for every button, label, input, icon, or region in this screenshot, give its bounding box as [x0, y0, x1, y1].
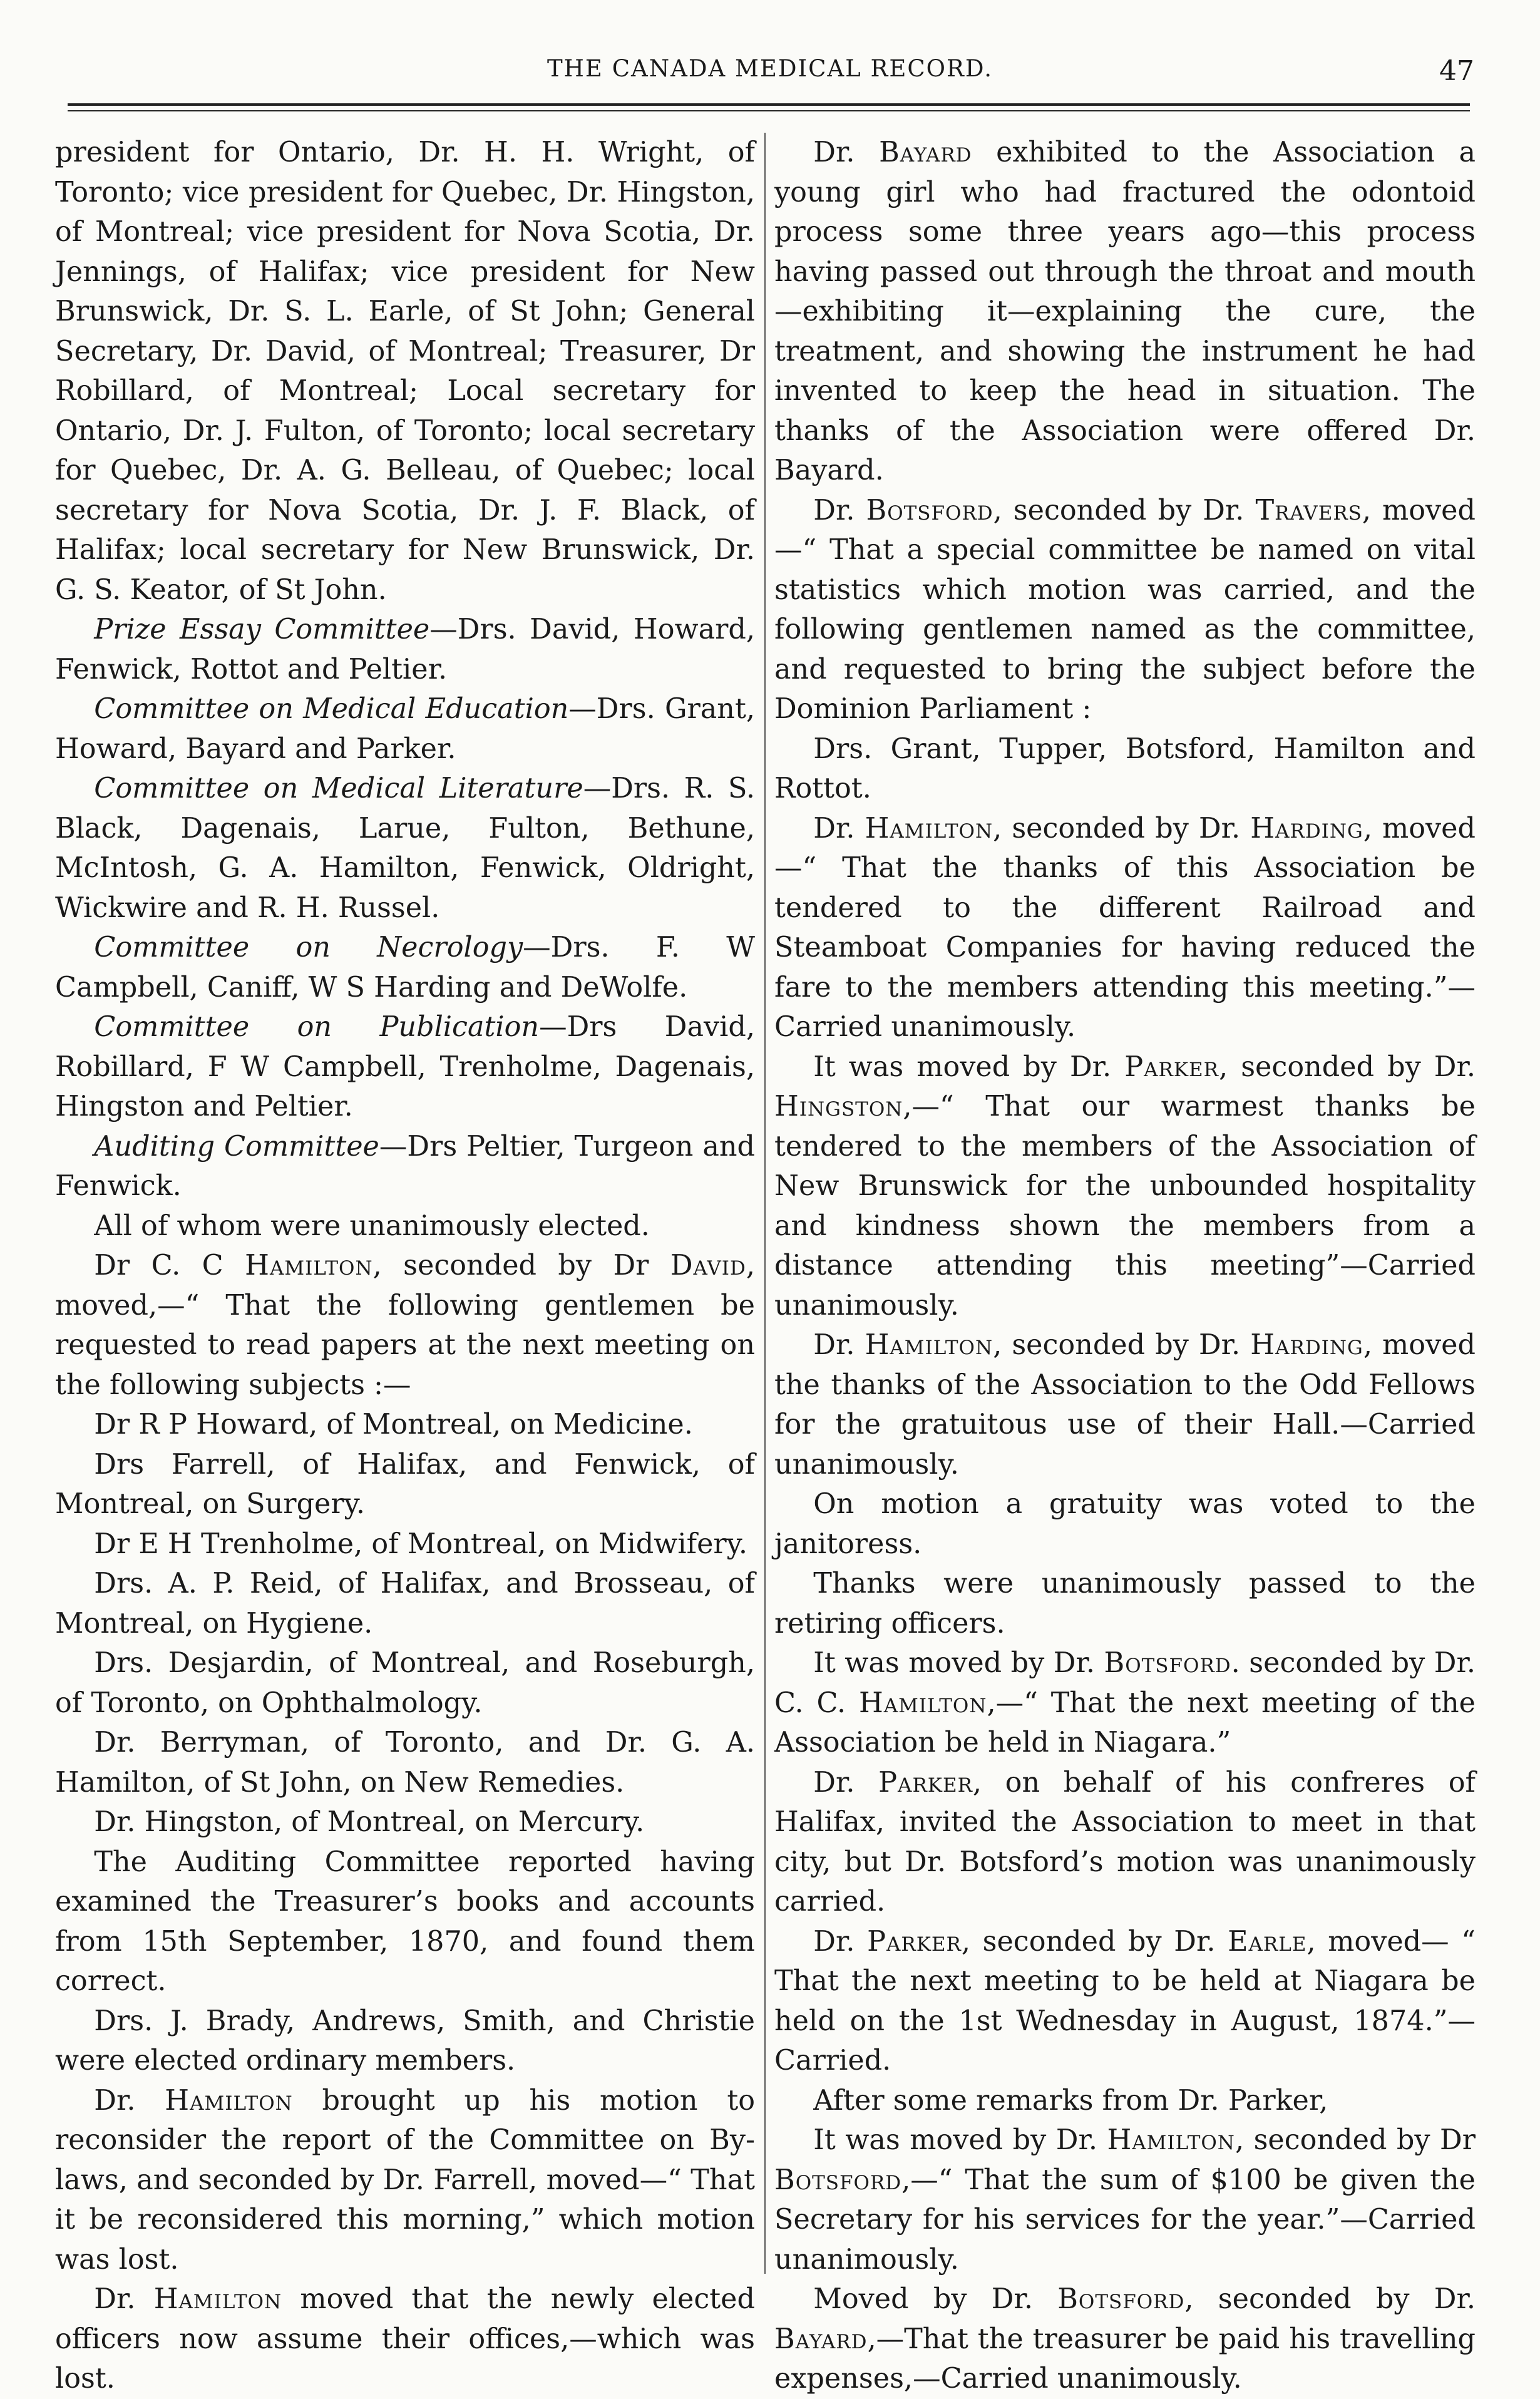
paragraph	[55, 928, 755, 1007]
paragraph-text: brought up his motion to reconsider the report of the Committee on By-laws, and seconded by Dr. Farrell, moved—“ That it be reconsidered this morning,” which motion was lost.	[55, 2084, 755, 2276]
paragraph	[55, 2279, 755, 2399]
person-name: Hingston	[774, 1091, 903, 1122]
paragraph-text: Drs. J. Brady, Andrews, Smith, and Christie were elected ordinary members.	[55, 2005, 755, 2077]
paragraph-text: Dr.	[94, 2283, 154, 2315]
paragraph	[774, 2279, 1476, 2399]
paragraph-text: —Drs. R. S. Black, Dagenais, Larue, Fulton, Bethune, McIntosh, G. A. Hamilton, Fenwick, Oldright, Wickwire and R. H. Russel.	[55, 773, 755, 924]
paragraph-text: Dr E H Trenholme, of Montreal, on Midwifery.	[94, 1528, 748, 1560]
paragraph	[774, 133, 1476, 491]
paragraph-text: , on behalf of his confreres of Halifax, invited the Association to meet in that city, but Dr. Botsford’s motion was unanimously carried.	[774, 1766, 1476, 1918]
paragraph-text: , moved,—“ That the following gentlemen be requested to read papers at the next meeting on the following subjects :—	[55, 1250, 755, 1401]
committee-name: Committee on Medical Education	[94, 693, 569, 725]
paragraph	[774, 1325, 1476, 1484]
paragraph-text: , moved the thanks of the Association to the Odd Fellows for the gratuitous use of their Hall.—Carried unanimously.	[774, 1329, 1476, 1481]
person-name: Parker	[1124, 1051, 1219, 1083]
person-name: Hamilton	[245, 1250, 373, 1282]
paragraph	[55, 1206, 755, 1246]
person-name: Hamilton	[865, 1329, 993, 1361]
paragraph-text: Dr.	[813, 1766, 879, 1799]
column-divider	[764, 133, 766, 2274]
running-title: THE CANADA MEDICAL RECORD.	[547, 55, 993, 82]
paragraph	[774, 1922, 1476, 2081]
paragraph	[55, 2081, 755, 2280]
paragraph-text: After some remarks from Dr. Parker,	[813, 2084, 1328, 2117]
page-number: 47	[1439, 55, 1474, 87]
person-name: Travers	[1255, 494, 1362, 527]
person-name: Bayard	[879, 136, 972, 168]
paragraph	[55, 1802, 755, 1842]
paragraph-text: . seconded by Dr. C. C.	[774, 1647, 1476, 1719]
paragraph-text: , seconded by Dr.	[1219, 1051, 1476, 1083]
left-column	[55, 133, 756, 2395]
paragraph-text: Thanks were unanimously passed to the retiring officers.	[774, 1568, 1476, 1640]
paragraph-text: Dr R P Howard, of Montreal, on Medicine.	[94, 1409, 693, 1441]
paragraph-text: Moved by Dr.	[813, 2283, 1058, 2315]
paragraph-text: —Drs Peltier, Turgeon and Fenwick.	[55, 1130, 755, 1202]
person-name: Harding	[1250, 1329, 1363, 1361]
paragraph	[774, 1763, 1476, 1922]
person-name: Botsford	[1057, 2283, 1185, 2315]
paragraph-text: ,—That the treasurer be paid his travelling expenses,—Carried unanimously.	[774, 2323, 1476, 2395]
committee-name: Committee on Publication	[94, 1011, 540, 1043]
paragraph	[55, 1007, 755, 1127]
person-name: Hamilton	[153, 2283, 282, 2315]
paragraph	[55, 689, 755, 769]
paragraph	[55, 1246, 755, 1405]
paragraph-text: All of whom were unanimously elected.	[94, 1210, 650, 1242]
person-name: Hamilton	[865, 812, 993, 845]
paragraph-text: —Drs David, Robillard, F W Campbell, Trenholme, Dagenais, Hingston and Peltier.	[55, 1011, 755, 1122]
paragraph	[55, 1842, 755, 2001]
paragraph-text: president for Ontario, Dr. H. H. Wright, of Toronto; vice president for Quebec, Dr. Hingston, of Montreal; vice president for Nova Scotia, Dr. Jennings, of Halifax; vice president for New Brunswick, Dr. S. L. Earle, of St John; General Secretary, Dr. David, of Montreal; Treasurer, Dr Robillard, of Montreal; Local secretary for Ontario, Dr. J. Fulton, of Toronto; local secretary for Quebec, Dr. A. G. Belleau, of Quebec; local secretary for Nova Scotia, Dr. J. F. Black, of Halifax; local secretary for New Brunswick, Dr. G. S. Keator, of St John.	[55, 136, 755, 606]
paragraph	[774, 1484, 1476, 1564]
paragraph-text: It was moved by Dr.	[813, 1051, 1125, 1083]
paragraph	[774, 729, 1476, 809]
paragraph	[55, 1524, 755, 1564]
paragraph-text: Dr.	[813, 494, 866, 527]
paragraph	[55, 1643, 755, 1723]
paragraph	[55, 1405, 755, 1445]
paragraph-text: ,—“ That the sum of $100 be given the Secretary for his services for the year.”—Carried unanimously.	[774, 2164, 1476, 2276]
paragraph-text: —Drs. David, Howard, Fenwick, Rottot and Peltier.	[55, 614, 756, 686]
person-name: Botsford	[774, 2164, 902, 2196]
person-name: Parker	[878, 1766, 973, 1799]
committee-name: Committee on Necrology	[94, 932, 523, 963]
person-name: Bayard	[774, 2323, 868, 2355]
paragraph-text: Drs Farrell, of Halifax, and Fenwick, of Montreal, on Surgery.	[55, 1448, 755, 1520]
page-header	[0, 44, 1540, 100]
paragraph	[55, 1127, 755, 1206]
paragraph-text: On motion a gratuity was voted to the janitoress.	[774, 1488, 1476, 1560]
paragraph	[774, 1643, 1476, 1763]
paragraph-text: Dr.	[813, 136, 880, 168]
right-column	[774, 133, 1476, 2395]
paragraph-text: Drs. A. P. Reid, of Halifax, and Brosseau, of Montreal, on Hygiene.	[55, 1568, 755, 1640]
paragraph-text: It was moved by Dr.	[813, 2124, 1107, 2156]
person-name: Hamilton	[858, 1687, 987, 1719]
person-name: Parker	[867, 1925, 962, 1958]
paragraph	[55, 1723, 755, 1802]
person-name: Botsford	[866, 494, 993, 527]
header-rule-thick	[68, 103, 1470, 106]
paragraph-text: , moved—“ That a special committee be named on vital statistics which motion was carried, and the following gentlemen named as the committee, and requested to bring the subject before the Dominion Parliament :	[774, 494, 1476, 725]
paragraph-text: Dr.	[813, 1925, 868, 1958]
paragraph-text: —Drs. F. W Campbell, Caniff, W S Harding and DeWolfe.	[55, 932, 755, 1004]
paragraph-text: , seconded by Dr.	[1184, 2283, 1476, 2315]
paragraph	[774, 2120, 1476, 2279]
paragraph-text: , seconded by Dr	[372, 1250, 670, 1282]
paragraph-text: , seconded by Dr.	[993, 812, 1251, 845]
paragraph-text: , moved— “ That the next meeting to be held at Niagara be held on the 1st Wednesday in August, 1874.”—Carried.	[774, 1925, 1476, 2077]
paragraph-text: Dr.	[94, 2084, 165, 2117]
person-name: Hamilton	[1107, 2124, 1235, 2156]
person-name: Hamilton	[165, 2084, 293, 2117]
person-name: Botsford	[1104, 1647, 1231, 1679]
paragraph-text: , seconded by Dr	[1235, 2124, 1476, 2156]
paragraph	[774, 1564, 1476, 1643]
committee-name: Auditing Committee	[94, 1130, 379, 1163]
paragraph-text: Dr C. C	[94, 1250, 245, 1282]
paragraph-text: , seconded by Dr.	[993, 1329, 1251, 1361]
paragraph	[55, 610, 755, 689]
committee-name: Prize Essay Committee	[94, 614, 430, 645]
paragraph-text: It was moved by Dr.	[813, 1647, 1104, 1679]
paragraph	[55, 1445, 755, 1524]
paragraph-text: Drs. Grant, Tupper, Botsford, Hamilton and Rottot.	[774, 732, 1476, 804]
paragraph-text: Dr.	[813, 812, 865, 845]
paragraph	[774, 809, 1476, 1047]
paragraph	[774, 491, 1476, 729]
paragraph-text: Dr.	[813, 1329, 865, 1361]
person-name: David	[670, 1250, 746, 1282]
paragraph-text: The Auditing Committee reported having examined the Treasurer’s books and accounts from 15th September, 1870, and found them correct.	[55, 1846, 755, 1997]
committee-name: Committee on Medical Literature	[94, 773, 583, 804]
person-name: Harding	[1250, 812, 1363, 845]
paragraph-text: , moved—“ That the thanks of this Association be tendered to the different Railroad and Steamboat Companies for having reduced the fare to the members attending this meeting.”—Carried unanimously.	[774, 812, 1476, 1043]
paragraph	[774, 1047, 1476, 1326]
paragraph-text: Dr. Hingston, of Montreal, on Mercury.	[94, 1806, 645, 1838]
paragraph-text: ,—“ That our warmest thanks be tendered to the members of the Association of New Brunswick for the unbounded hospitality and kindness shown the members from a distance attending this meeting”—Carried unanimously.	[774, 1091, 1476, 1322]
paragraph-text: exhibited to the Association a young girl who had fractured the odontoid process some three years ago—this process having passed out through the throat and mouth—exhibiting it—explaining the cure, the treatment, and showing the instrument he had invented to keep the head in situation. The thanks of the Association were offered Dr. Bayard.	[774, 136, 1476, 486]
paragraph-text: —Drs. Grant, Howard, Bayard and Parker.	[55, 693, 755, 765]
paragraph	[774, 2081, 1476, 2121]
paragraph	[55, 133, 755, 610]
paragraph-text: ,—“ That the next meeting of the Association be held in Niagara.”	[774, 1687, 1476, 1759]
paragraph-text: moved that the newly elected officers now assume their offices,—which was lost.	[55, 2283, 755, 2395]
header-rule-thin	[68, 110, 1470, 111]
paragraph	[55, 769, 755, 928]
paragraph-text: Dr. Berryman, of Toronto, and Dr. G. A. Hamilton, of St John, on New Remedies.	[55, 1727, 755, 1799]
paragraph-text: Drs. Desjardin, of Montreal, and Roseburgh, of Toronto, on Ophthalmology.	[55, 1647, 755, 1719]
paragraph	[55, 2001, 755, 2081]
paragraph	[55, 1564, 755, 1643]
person-name: Earle	[1228, 1925, 1307, 1958]
paragraph-text: , seconded by Dr.	[961, 1925, 1228, 1958]
paragraph-text: , seconded by Dr.	[993, 494, 1256, 527]
